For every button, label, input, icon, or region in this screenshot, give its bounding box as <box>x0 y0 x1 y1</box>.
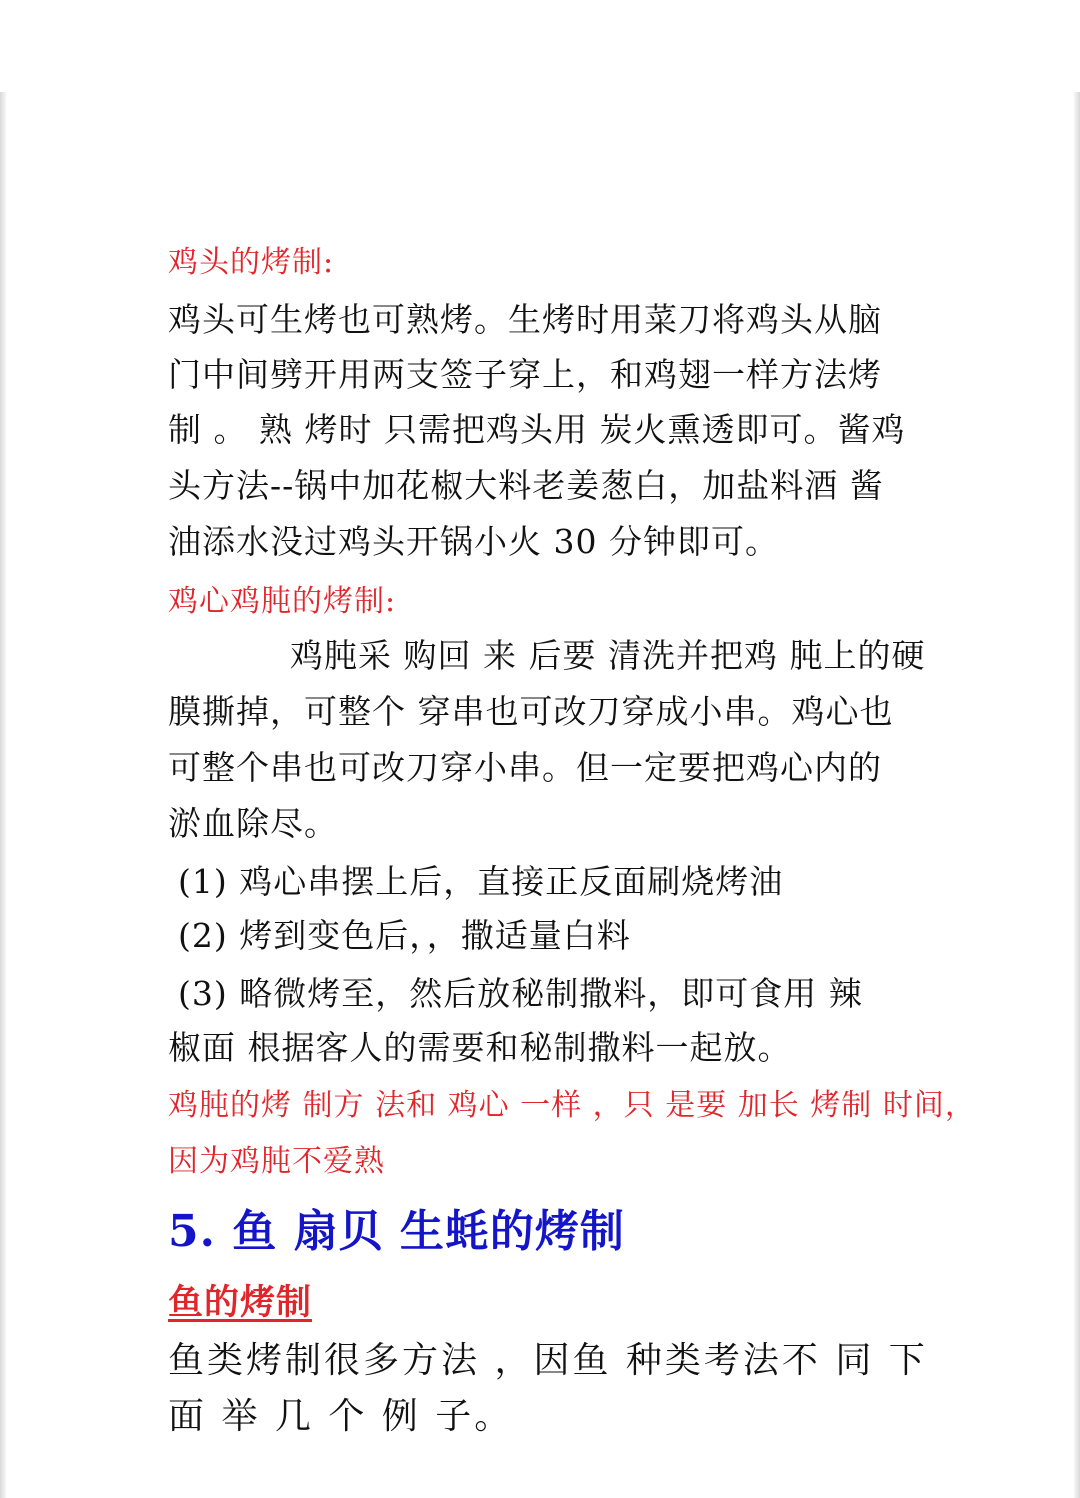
subsection-title: 鱼的烤制 <box>168 1282 313 1323</box>
paragraph-line: 可整个串也可改刀穿小串。但一定要把鸡心内的 <box>168 748 882 787</box>
gizzard-note: 因为鸡肫不爱熟 <box>168 1144 385 1179</box>
heading-heart-gizzard: 鸡心鸡肫的烤制: <box>168 584 397 619</box>
paragraph-line: 鸡头可生烤也可熟烤。生烤时用菜刀将鸡头从脑 <box>168 300 882 339</box>
paragraph-line: 油添水没过鸡头开锅小火 30 分钟即可。 <box>168 522 779 561</box>
paragraph-line: 头方法--锅中加花椒大料老姜葱白，加盐料酒 酱 <box>168 466 884 505</box>
paragraph-line: 膜撕掉，可整个 穿串也可改刀穿成小串。鸡心也 <box>168 692 894 731</box>
step-item: (3) 略微烤至，然后放秘制撒料，即可食用 辣 <box>178 974 863 1013</box>
gizzard-note: 鸡肫的烤 制方 法和 鸡心 一样 ，只 是要 加长 烤制 时间， <box>168 1088 976 1123</box>
paragraph-line: 鸡肫采 购回 来 后要 清洗并把鸡 肫上的硬 <box>290 636 926 675</box>
heading-chicken-head: 鸡头的烤制: <box>168 245 335 280</box>
paragraph-line: 面 举 几 个 例 子。 <box>168 1396 514 1437</box>
step-item: 椒面 根据客人的需要和秘制撒料一起放。 <box>168 1028 792 1067</box>
section-title: 5. 鱼 扇贝 生蚝的烤制 <box>168 1206 625 1257</box>
page-edge-right <box>1074 92 1080 1498</box>
step-item: (2) 烤到变色后，，撒适量白料 <box>178 916 631 955</box>
paragraph-line: 门中间劈开用两支签子穿上，和鸡翅一样方法烤 <box>168 355 882 394</box>
step-item: (1) 鸡心串摆上后，直接正反面刷烧烤油 <box>178 862 784 901</box>
paragraph-line: 淤血除尽。 <box>168 804 338 843</box>
paragraph-line: 鱼类烤制很多方法 ，因鱼 种类考法不 同 下 <box>168 1340 928 1381</box>
page-edge-left <box>0 92 6 1498</box>
paragraph-line: 制 。 熟 烤时 只需把鸡头用 炭火熏透即可。酱鸡 <box>168 410 906 449</box>
